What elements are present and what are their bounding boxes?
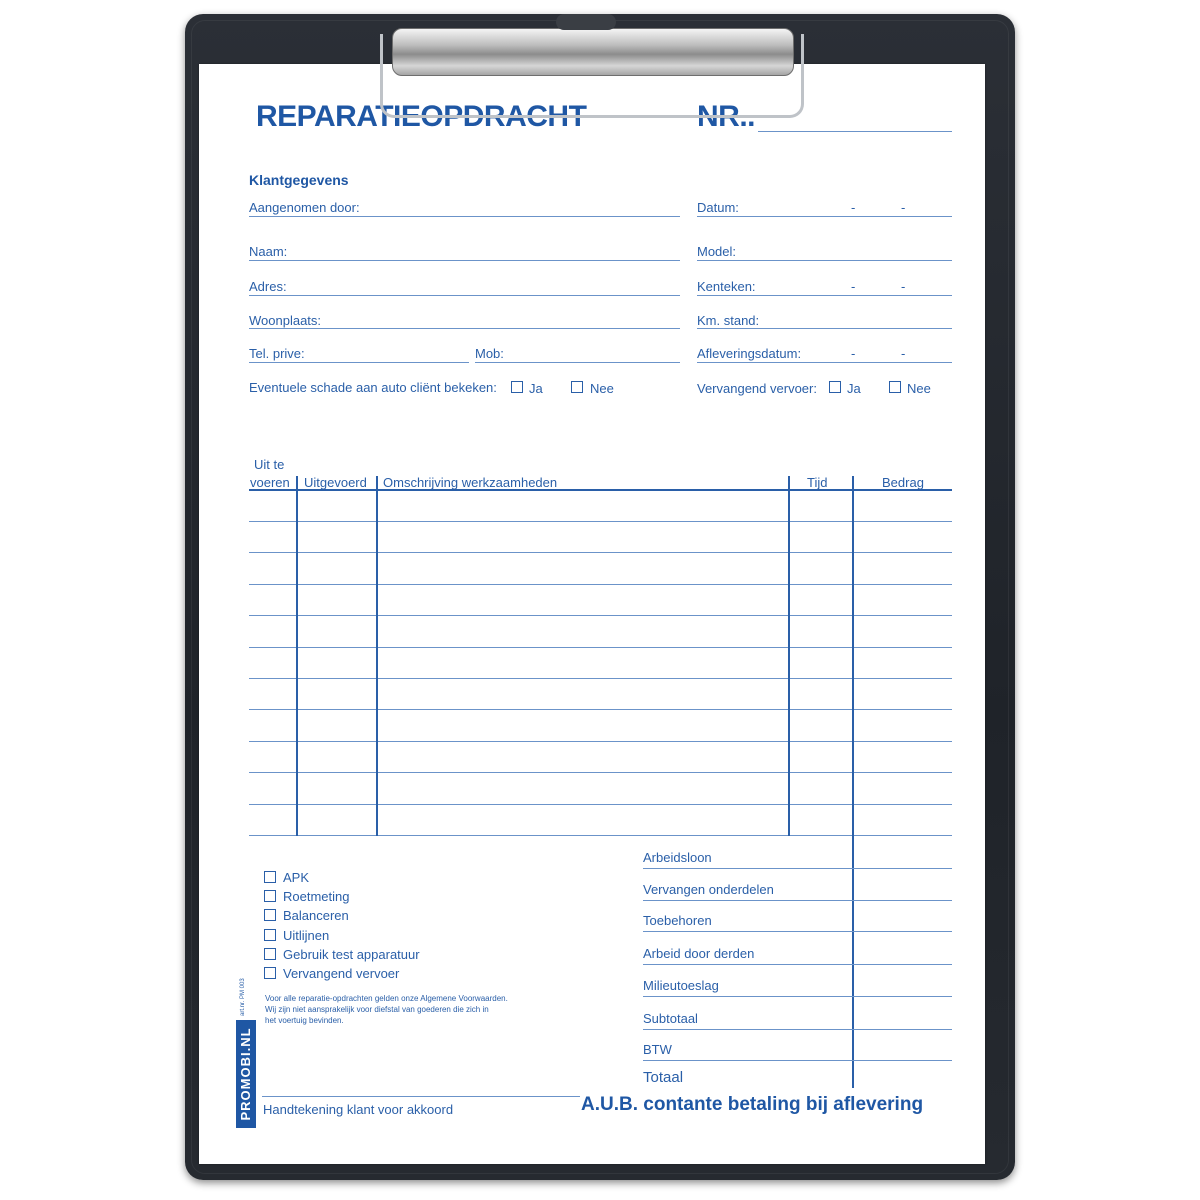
signature-line[interactable]	[262, 1096, 580, 1097]
field-kmstand[interactable]	[697, 328, 952, 329]
table-divider	[788, 476, 790, 836]
table-divider	[376, 476, 378, 836]
clipboard-clip	[380, 10, 804, 120]
checklist-label: Balanceren	[283, 908, 349, 923]
totals-line[interactable]	[643, 1060, 952, 1061]
field-woonplaats[interactable]	[249, 328, 680, 329]
col-header-tijd: Tijd	[807, 475, 828, 490]
checklist-checkbox[interactable]	[264, 967, 276, 979]
field-label-mob: Mob:	[475, 346, 504, 361]
col-header-uitgevoerd: Uitgevoerd	[304, 475, 367, 490]
field-label-vervangend: Vervangend vervoer:	[697, 381, 817, 396]
totals-label: Arbeidsloon	[643, 850, 712, 865]
vervangend-nee-label: Nee	[907, 381, 931, 396]
checklist-label: Uitlijnen	[283, 928, 330, 943]
table-row[interactable]	[249, 804, 952, 805]
field-label-woonplaats: Woonplaats:	[249, 313, 322, 328]
field-label-adres: Adres:	[249, 279, 287, 294]
payment-note: A.U.B. contante betaling bij aflevering	[581, 1094, 924, 1115]
checklist-label: Vervangend vervoer	[283, 966, 400, 981]
brand-logo-text: PROMOBI.NL	[238, 1027, 253, 1121]
checklist-checkbox[interactable]	[264, 929, 276, 941]
field-label-aflevering: Afleveringsdatum:	[697, 346, 802, 361]
field-aflevering[interactable]	[697, 362, 952, 363]
field-label-datum: Datum:	[697, 200, 739, 215]
table-row[interactable]	[249, 772, 952, 773]
totals-label: Arbeid door derden	[643, 946, 755, 961]
date-separator: -	[851, 200, 856, 215]
field-label-kenteken: Kenteken:	[697, 279, 756, 294]
totals-label: Vervangen onderdelen	[643, 882, 774, 897]
col-header-uit-te: Uit te	[254, 457, 285, 472]
field-naam[interactable]	[249, 260, 680, 261]
terms-line: Wij zijn niet aansprakelijk voor diefstal van goederen die zich in	[265, 1005, 489, 1014]
field-label-tel: Tel. prive:	[249, 346, 305, 361]
terms-line: het voertuig bevinden.	[265, 1016, 344, 1025]
form-title: REPARATIEOPDRACHT	[256, 100, 587, 133]
field-label-naam: Naam:	[249, 244, 288, 259]
field-datum[interactable]	[697, 216, 952, 217]
totals-label: Subtotaal	[643, 1011, 698, 1026]
field-label-aangenomen: Aangenomen door:	[249, 200, 360, 215]
checklist-checkbox[interactable]	[264, 948, 276, 960]
plate-separator: -	[901, 279, 906, 294]
table-row[interactable]	[249, 647, 952, 648]
vervangend-ja-checkbox[interactable]	[829, 381, 841, 393]
table-row[interactable]	[249, 678, 952, 679]
schade-nee-label: Nee	[590, 381, 614, 396]
col-header-omschrijving: Omschrijving werkzaamheden	[383, 475, 558, 490]
vervangend-nee-checkbox[interactable]	[889, 381, 901, 393]
field-mob[interactable]	[475, 362, 680, 363]
field-adres[interactable]	[249, 295, 680, 296]
schade-ja-label: Ja	[529, 381, 543, 396]
col-header-bedrag: Bedrag	[882, 475, 924, 490]
totals-line[interactable]	[643, 964, 952, 965]
table-header-rule	[249, 489, 952, 491]
field-label-kmstand: Km. stand:	[697, 313, 760, 328]
vervangend-ja-label: Ja	[847, 381, 861, 396]
totals-line[interactable]	[643, 868, 952, 869]
date-separator: -	[901, 346, 906, 361]
totals-label: Totaal	[643, 1069, 684, 1086]
checklist-checkbox[interactable]	[264, 871, 276, 883]
field-tel[interactable]	[249, 362, 469, 363]
totals-line[interactable]	[643, 900, 952, 901]
table-row[interactable]	[249, 741, 952, 742]
order-number-label: NR..	[697, 100, 755, 133]
field-model[interactable]	[697, 260, 952, 261]
article-number: art.nr. PM 003	[240, 978, 246, 1016]
checklist-label: Roetmeting	[283, 889, 350, 904]
table-row[interactable]	[249, 552, 952, 553]
date-separator: -	[851, 346, 856, 361]
checklist-checkbox[interactable]	[264, 890, 276, 902]
totals-label: BTW	[643, 1042, 672, 1057]
field-aangenomen[interactable]	[249, 216, 680, 217]
section-title: Klantgegevens	[249, 172, 349, 188]
table-divider	[296, 476, 298, 836]
checklist-label: Gebruik test apparatuur	[283, 947, 420, 962]
totals-line[interactable]	[643, 931, 952, 932]
table-row[interactable]	[249, 835, 952, 836]
schade-ja-checkbox[interactable]	[511, 381, 523, 393]
table-row[interactable]	[249, 584, 952, 585]
col-header-voeren: voeren	[250, 475, 290, 490]
table-row[interactable]	[249, 615, 952, 616]
field-kenteken[interactable]	[697, 295, 952, 296]
signature-label: Handtekening klant voor akkoord	[263, 1102, 454, 1117]
checklist-label: APK	[283, 870, 310, 885]
field-label-schade: Eventuele schade aan auto cliënt bekeken:	[249, 380, 497, 395]
plate-separator: -	[851, 279, 856, 294]
table-row[interactable]	[249, 709, 952, 710]
field-label-model: Model:	[697, 244, 737, 259]
totals-line[interactable]	[643, 1029, 952, 1030]
checklist-checkbox[interactable]	[264, 909, 276, 921]
totals-line[interactable]	[643, 996, 952, 997]
terms-line: Voor alle reparatie-opdrachten gelden onze Algemene Voorwaarden.	[265, 994, 508, 1003]
table-row[interactable]	[249, 521, 952, 522]
totals-label: Milieutoeslag	[643, 978, 719, 993]
order-number-line[interactable]	[758, 131, 952, 132]
totals-label: Toebehoren	[643, 913, 712, 928]
brand-logo	[236, 1020, 256, 1128]
date-separator: -	[901, 200, 906, 215]
schade-nee-checkbox[interactable]	[571, 381, 583, 393]
